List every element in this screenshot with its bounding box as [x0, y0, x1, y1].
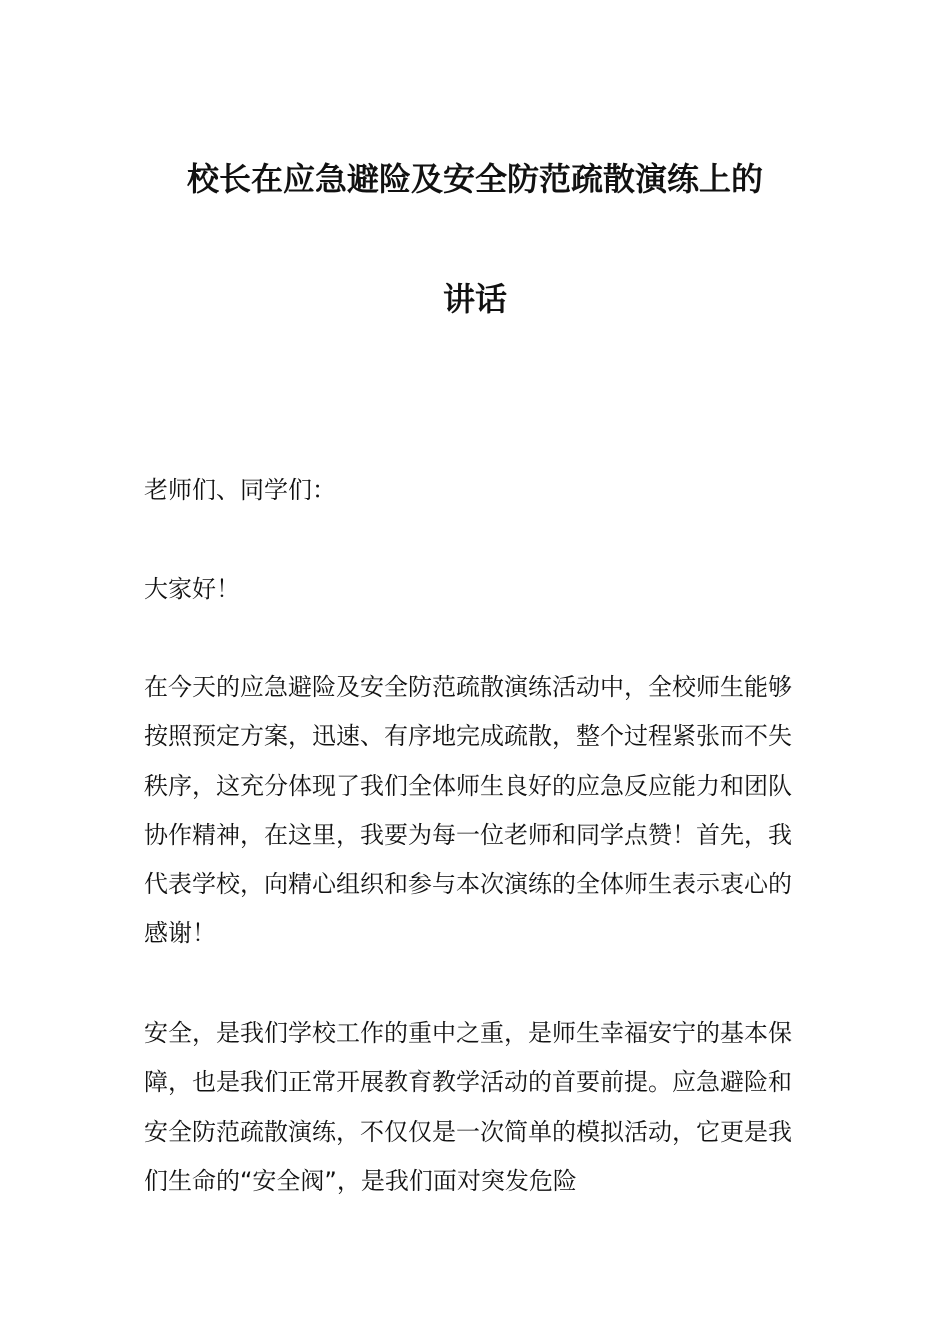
body-paragraph-1: 在今天的应急避险及安全防范疏散演练活动中，全校师生能够按照预定方案，迅速、有序地完成疏散，整个过程紧张而不失秩序，这充分体现了我们全体师生良好的应急反应能力和团队协作精神，在这里，我要为每一位老师和同学点赞！首先，我代表学校，向精心组织和参与本次演练的全体师生表示衷心的感谢！ — [144, 673, 792, 948]
page-title-line-1: 校长在应急避险及安全防范疏散演练上的 — [186, 160, 763, 198]
body-paragraph-2: 安全，是我们学校工作的重中之重，是师生幸福安宁的基本保障，也是我们正常开展教育教学活动的首要前提。应急避险和安全防范疏散演练，不仅仅是一次简单的模拟活动，它更是我们生命的“安全阀”，是我们面对突发危险 — [144, 1019, 792, 1195]
page-title-line-2: 讲话 — [442, 280, 507, 318]
salutation: 老师们、同学们： — [144, 476, 336, 504]
greeting: 大家好！ — [144, 575, 240, 603]
